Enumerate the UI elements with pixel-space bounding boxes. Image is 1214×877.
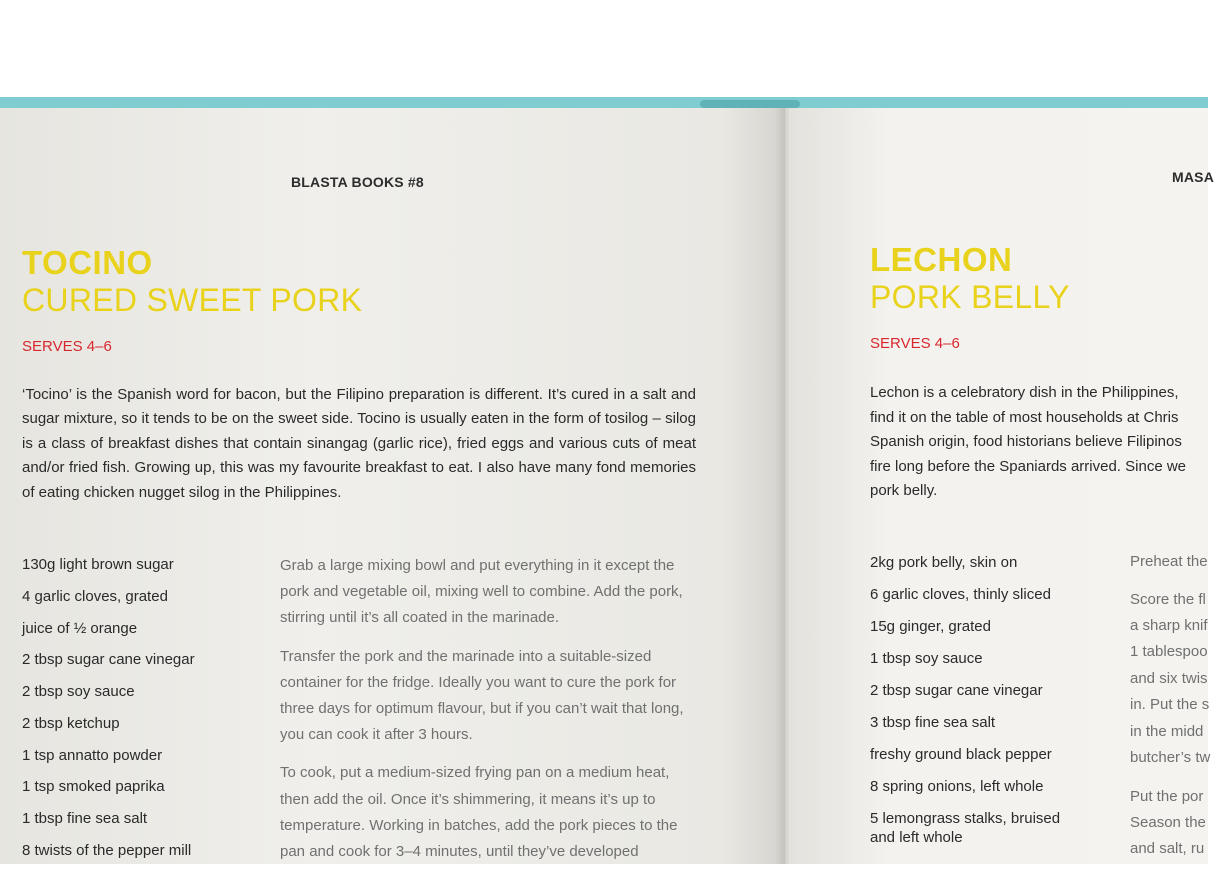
method-step: Grab a large mixing bowl and put everything in it except the pork and vegetable oil, mixing well to combine. Add the pork, stirring until it’s all coated in the marinade. (280, 557, 683, 627)
recipe-intro (870, 381, 1186, 504)
method-line: butcher’s tw (1130, 749, 1211, 766)
method-line: a sharp knif (1130, 617, 1208, 634)
recipe-intro: ‘Tocino’ is the Spanish word for bacon, but the Filipino preparation is different. It’s cured in a salt and sugar mixture, so it tends to be on the sweet side. Tocino is usually eaten in the form of tosilog – silog is a class of breakfast dishes that contain sinangag (garlic rice), fried eggs and various cuts of meat and/or fried fish. Growing up, this was my favourite breakfast to eat. I also have many fond memories of eating chicken nugget silog in the Philippines. (22, 386, 696, 501)
ingredient-item: 1 tbsp fine sea salt (22, 810, 148, 827)
ingredient-item: 2 tbsp ketchup (22, 715, 120, 732)
serves-label: SERVES 4–6 (22, 338, 112, 355)
left-page (0, 108, 785, 864)
ingredient-item: 2kg pork belly, skin on (870, 554, 1018, 571)
ingredient-item: 8 spring onions, left whole (870, 778, 1044, 795)
ingredient-item: freshy ground black pepper (870, 746, 1052, 763)
method-line: in the midd (1130, 723, 1204, 740)
ingredient-item: 1 tsp annatto powder (22, 747, 163, 764)
intro-line: Spanish origin, food historians believe Filipinos (870, 433, 1182, 451)
ingredient-item: 2 tbsp sugar cane vinegar (22, 651, 195, 668)
ingredient-item: 130g light brown sugar (22, 556, 174, 573)
ingredient-item: 1 tbsp soy sauce (870, 650, 983, 667)
method-line: Preheat the (1130, 553, 1208, 570)
ingredient-item: 2 tbsp soy sauce (22, 683, 135, 700)
method-step: Transfer the pork and the marinade into a suitable-sized container for the fridge. Ideally you want to cure the pork for three days for optimum flavour, but if you can’t wait that long, you can cook it after 3 hours. (280, 647, 684, 744)
recipe-title: TOCINO (22, 244, 153, 281)
method-step: To cook, put a medium-sized frying pan on a medium heat, then add the oil. Once it’s shimmering, it means it’s up to temperature. Working in batches, add the pork pieces to the pan and cook for 3–4 minutes, until they’ve developed (280, 764, 678, 861)
method-line: and six twis (1130, 670, 1208, 687)
ingredient-item: 4 garlic cloves, grated (22, 588, 168, 605)
method-line: Season the (1130, 814, 1206, 831)
method-line: and salt, ru (1130, 840, 1205, 857)
ingredient-item: and left whole (870, 829, 963, 846)
ingredient-item: 3 tbsp fine sea salt (870, 714, 996, 731)
method-line: in. Put the s (1130, 696, 1210, 713)
intro-line: find it on the table of most households at Chris (870, 408, 1179, 426)
method-steps (280, 553, 700, 877)
ingredient-item: 5 lemongrass stalks, bruised (870, 810, 1061, 827)
serves-label: SERVES 4–6 (870, 335, 960, 352)
ingredient-item: juice of ½ orange (22, 620, 138, 637)
method-line: Put the por (1130, 788, 1204, 805)
intro-line: pork belly. (870, 482, 938, 500)
ingredient-item: 6 garlic cloves, thinly sliced (870, 586, 1051, 603)
recipe-title: LECHON (870, 241, 1013, 278)
method-line: Score the fl (1130, 591, 1206, 608)
book-spine-shadow (700, 100, 800, 108)
ingredient-item: 15g ginger, grated (870, 618, 991, 635)
intro-line: fire long before the Spaniards arrived. Since we (870, 457, 1187, 475)
book-gutter-shadow (775, 108, 789, 864)
recipe-subtitle: PORK BELLY (870, 279, 1070, 315)
page-header: BLASTA BOOKS #8 (291, 174, 424, 190)
right-page (785, 108, 1214, 864)
ingredient-item: 8 twists of the pepper mill (22, 842, 192, 859)
page-header: MASA (1172, 169, 1214, 185)
method-line: 1 tablespoo (1130, 643, 1208, 660)
ingredient-item: 1 tsp smoked paprika (22, 778, 165, 795)
recipe-subtitle: CURED SWEET PORK (22, 282, 363, 318)
ingredient-item: 2 tbsp sugar cane vinegar (870, 682, 1043, 699)
intro-line: Lechon is a celebratory dish in the Philippines, (870, 384, 1179, 401)
